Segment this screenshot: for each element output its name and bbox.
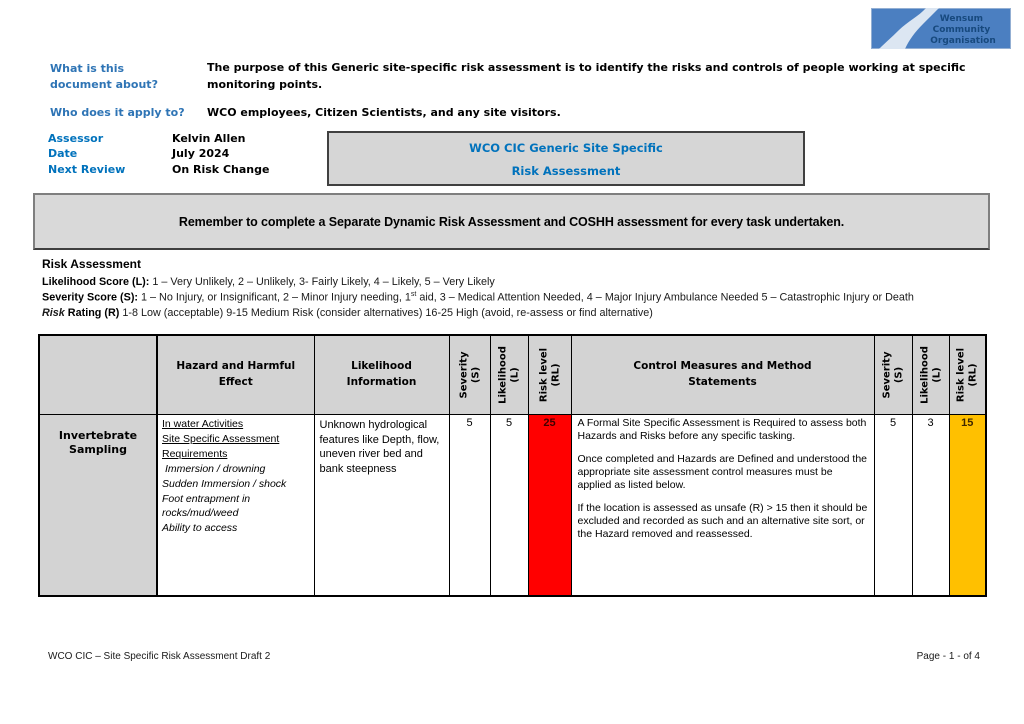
activity-category: Invertebrate Sampling — [39, 415, 157, 597]
footer-page-number: Page - 1 - of 4 — [916, 651, 980, 662]
hazard-item: Ability to access — [162, 522, 238, 535]
severity-value-initial: 5 — [449, 415, 490, 597]
header-severity-word: Severity — [881, 351, 893, 399]
header-likelihood-word: Likelihood — [919, 346, 930, 404]
wco-logo — [871, 8, 1011, 49]
header-likelihood-initial — [490, 335, 528, 415]
header-likelihood-abbr: (L) — [930, 367, 942, 383]
table-header-row — [39, 335, 986, 415]
severity-superscript: st — [410, 291, 417, 298]
header-risklevel-abbr: (RL) — [549, 363, 561, 387]
hazard-item: Foot entrapment in rocks/mud/weed — [162, 492, 251, 520]
risk-assessment-heading: Risk Assessment — [42, 257, 141, 271]
date-label: Date — [48, 147, 78, 161]
control-paragraph: A Formal Site Specific Assessment is Required to assess both Hazards and Risks before any specific tasking. — [577, 417, 867, 443]
assessment-meta — [48, 131, 328, 177]
header-hazard: Hazard and Harmful Effect — [157, 335, 314, 415]
hazard-item: Immersion / drowning — [165, 462, 266, 475]
river-swoosh-icon — [871, 8, 1011, 49]
header-severity-initial — [449, 335, 490, 415]
likelihood-score-label: Likelihood Score (L): — [42, 276, 150, 288]
severity-score-text-post: aid, 3 – Medical Attention Needed, 4 – Major Injury Ambulance Needed 5 – Catastrophic Injury or Death — [416, 291, 914, 304]
severity-score-label: Severity Score (S): — [42, 291, 139, 304]
hazard-heading: Site Specific Assessment Requirements — [162, 432, 280, 460]
severity-value-residual: 5 — [874, 415, 912, 597]
question-what-label: What is this document about? — [50, 62, 158, 91]
header-likelihood-word: Likelihood — [497, 346, 509, 404]
question-who-label: Who does it apply to? — [50, 106, 185, 119]
logo-line3: Organisation — [930, 36, 996, 46]
control-paragraph: Once completed and Hazards are Defined and understood the appropriate site assessment control measures must be applied as listed below. — [577, 453, 868, 492]
footer-document-title: WCO CIC – Site Specific Risk Assessment Draft 2 — [48, 651, 271, 662]
title-line1: WCO CIC Generic Site Specific — [469, 141, 663, 155]
reminder-text: Remember to complete a Separate Dynamic Risk Assessment and COSHH assessment for every task undertaken. — [178, 214, 845, 229]
header-likelihood-residual — [912, 335, 949, 415]
document-title-box — [327, 131, 805, 186]
risk-rating-text: 1-8 Low (acceptable) 9-15 Medium Risk (consider alternatives) 16-25 High (avoid, re-assess or find alternative) — [119, 307, 653, 319]
severity-score-text-pre: 1 – No Injury, or Insignificant, 2 – Minor Injury needing, 1 — [138, 291, 411, 304]
meta-row-date — [48, 146, 328, 161]
risk-assessment-table — [38, 334, 987, 597]
likelihood-value-residual: 3 — [912, 415, 949, 597]
header-likelihood-abbr: (L) — [509, 367, 520, 383]
meta-row-review — [48, 162, 328, 177]
header-severity-residual — [874, 335, 912, 415]
header-severity-abbr: (S) — [893, 366, 904, 384]
header-likelihood-info: Likelihood Information — [314, 335, 449, 415]
assessor-value: Kelvin Allen — [172, 132, 246, 145]
risk-level-value-residual: 15 — [949, 415, 986, 597]
control-paragraph: If the location is assessed as unsafe (R) > 15 then it should be excluded and recorded as such and an alternative site sort, or the Hazard removed and reassessed. — [577, 502, 868, 541]
hazard-item: Sudden Immersion / shock — [162, 477, 287, 490]
header-category-empty — [39, 335, 157, 415]
risk-rating-label-italic: Risk — [42, 307, 65, 319]
title-line2: Risk Assessment — [511, 164, 621, 178]
next-review-value: On Risk Change — [172, 162, 270, 176]
risk-level-value-initial: 25 — [528, 415, 571, 597]
control-measures-cell — [571, 415, 874, 597]
header-risklevel-word: Risk level — [538, 347, 549, 403]
assessor-label: Assessor — [48, 132, 104, 145]
header-severity-abbr: (S) — [469, 366, 481, 384]
likelihood-value-initial: 5 — [490, 415, 528, 597]
likelihood-info-cell: Unknown hydrological features like Depth, flow, uneven river bed and bank steepness — [314, 415, 449, 597]
hazard-cell — [157, 415, 314, 597]
severity-score-key — [42, 291, 914, 304]
risk-rating-label-bold: Rating (R) — [64, 307, 120, 319]
applies-to-text: WCO employees, Citizen Scientists, and any site visitors. — [207, 106, 561, 119]
next-review-label: Next Review — [48, 162, 126, 176]
header-severity-word: Severity — [458, 351, 469, 399]
header-risklevel-word: Risk level — [955, 347, 967, 403]
purpose-text: The purpose of this Generic site-specific risk assessment is to identify the risks and controls of people working at specific monitoring points. — [207, 61, 966, 91]
likelihood-score-text: 1 – Very Unlikely, 2 – Unlikely, 3- Fairly Likely, 4 – Likely, 5 – Very Likely — [149, 276, 495, 288]
risk-rating-key — [42, 307, 653, 319]
logo-line2: Community — [932, 25, 991, 35]
logo-line1: Wensum — [939, 14, 984, 24]
svg-text:Wensum Community O — [930, 14, 996, 46]
header-risklevel-abbr: (RL) — [967, 363, 979, 387]
hazard-heading: In water Activities — [162, 418, 244, 430]
header-risklevel-initial — [528, 335, 571, 415]
table-row-invertebrate-sampling — [39, 415, 986, 597]
reminder-banner — [33, 193, 990, 250]
header-control-measures: Control Measures and Method Statements — [571, 335, 874, 415]
header-risklevel-residual — [949, 335, 986, 415]
meta-row-assessor — [48, 131, 328, 146]
date-value: July 2024 — [172, 147, 230, 161]
likelihood-score-key — [42, 276, 495, 288]
